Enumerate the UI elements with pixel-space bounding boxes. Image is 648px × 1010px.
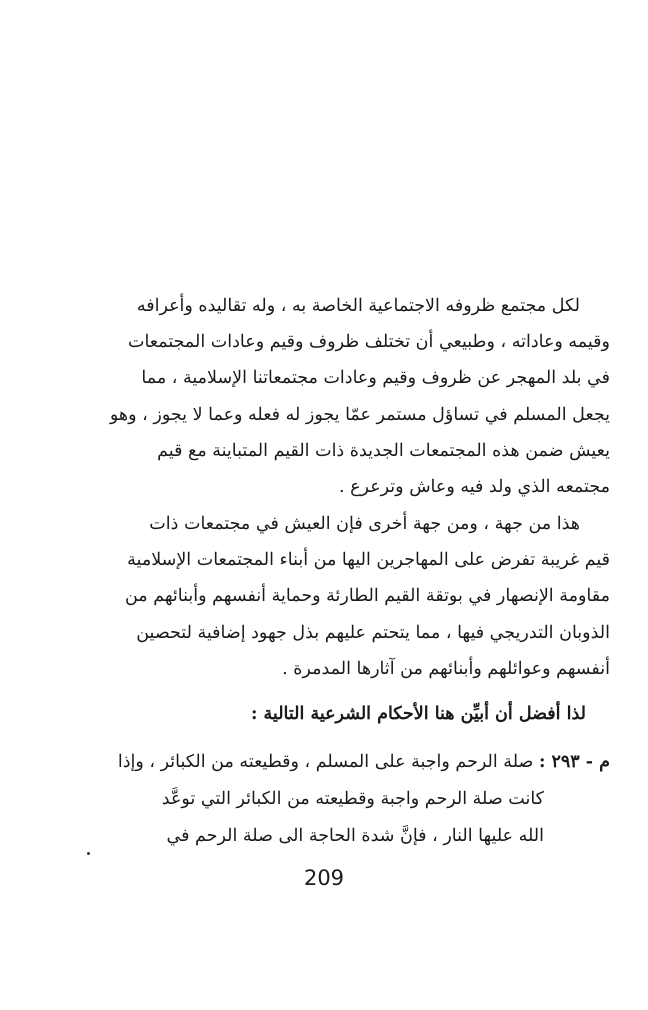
text-line: يجعل المسلم في تساؤل مستمر عمّا يجوز له فعله وعما لا يجوز ، وهو bbox=[109, 404, 610, 425]
text-line: وقيمه وعاداته ، وطبيعي أن تختلف ظروف وقيم وعادات المجتمعات bbox=[127, 332, 610, 353]
paragraph-intro bbox=[48, 288, 610, 505]
text-line: كانت صلة الرحم واجبة وقطيعته من الكبائر التي توعَّد bbox=[161, 789, 544, 809]
ruling-293 bbox=[48, 744, 610, 855]
text-line: في بلد المهجر عن ظروف وقيم وعادات مجتمعاتنا الإسلامية ، مما bbox=[141, 368, 610, 389]
text-line: يعيش ضمن هذه المجتمعات الجديدة ذات القيم المتباينة مع قيم bbox=[157, 440, 610, 461]
page-number: 209 bbox=[303, 866, 345, 890]
section-heading: لذا أفضل أن أبيِّن هنا الأحكام الشرعية التالية : bbox=[251, 704, 586, 724]
ruling-text: صلة الرحم واجبة على المسلم ، وقطيعته من الكبائر ، وإذا bbox=[117, 752, 534, 772]
text-line: قيم غريبة تفرض على المهاجرين اليها من أبناء المجتمعات الإسلامية bbox=[127, 550, 610, 571]
text-line: مجتمعه الذي ولد فيه وعاش وترعرع . bbox=[338, 477, 610, 498]
text-line: أنفسهم وعوائلهم وأبنائهم من آثارها المدمرة . bbox=[282, 658, 610, 679]
text-line: الله عليها النار ، فإنَّ شدة الحاجة الى صلة الرحم في bbox=[166, 826, 544, 846]
paragraph-second bbox=[48, 506, 610, 687]
text-line: الذوبان التدريجي فيها ، مما يتحتم عليهم بذل جهود إضافية لتحصين bbox=[136, 622, 610, 643]
text-line: هذا من جهة ، ومن جهة أخرى فإن العيش في مجتمعات ذات bbox=[149, 514, 580, 534]
stray-mark bbox=[87, 852, 90, 855]
ruling-first-line bbox=[48, 744, 610, 781]
text-line: مقاومة الإنصهار في بوتقة القيم الطارئة وحماية أنفسهم وأبنائهم من bbox=[124, 586, 610, 607]
text-line: لكل مجتمع ظروفه الاجتماعية الخاصة به ، وله تقاليده وأعرافه bbox=[136, 296, 580, 316]
ruling-number: م - ٢٩٣ : bbox=[538, 752, 610, 772]
